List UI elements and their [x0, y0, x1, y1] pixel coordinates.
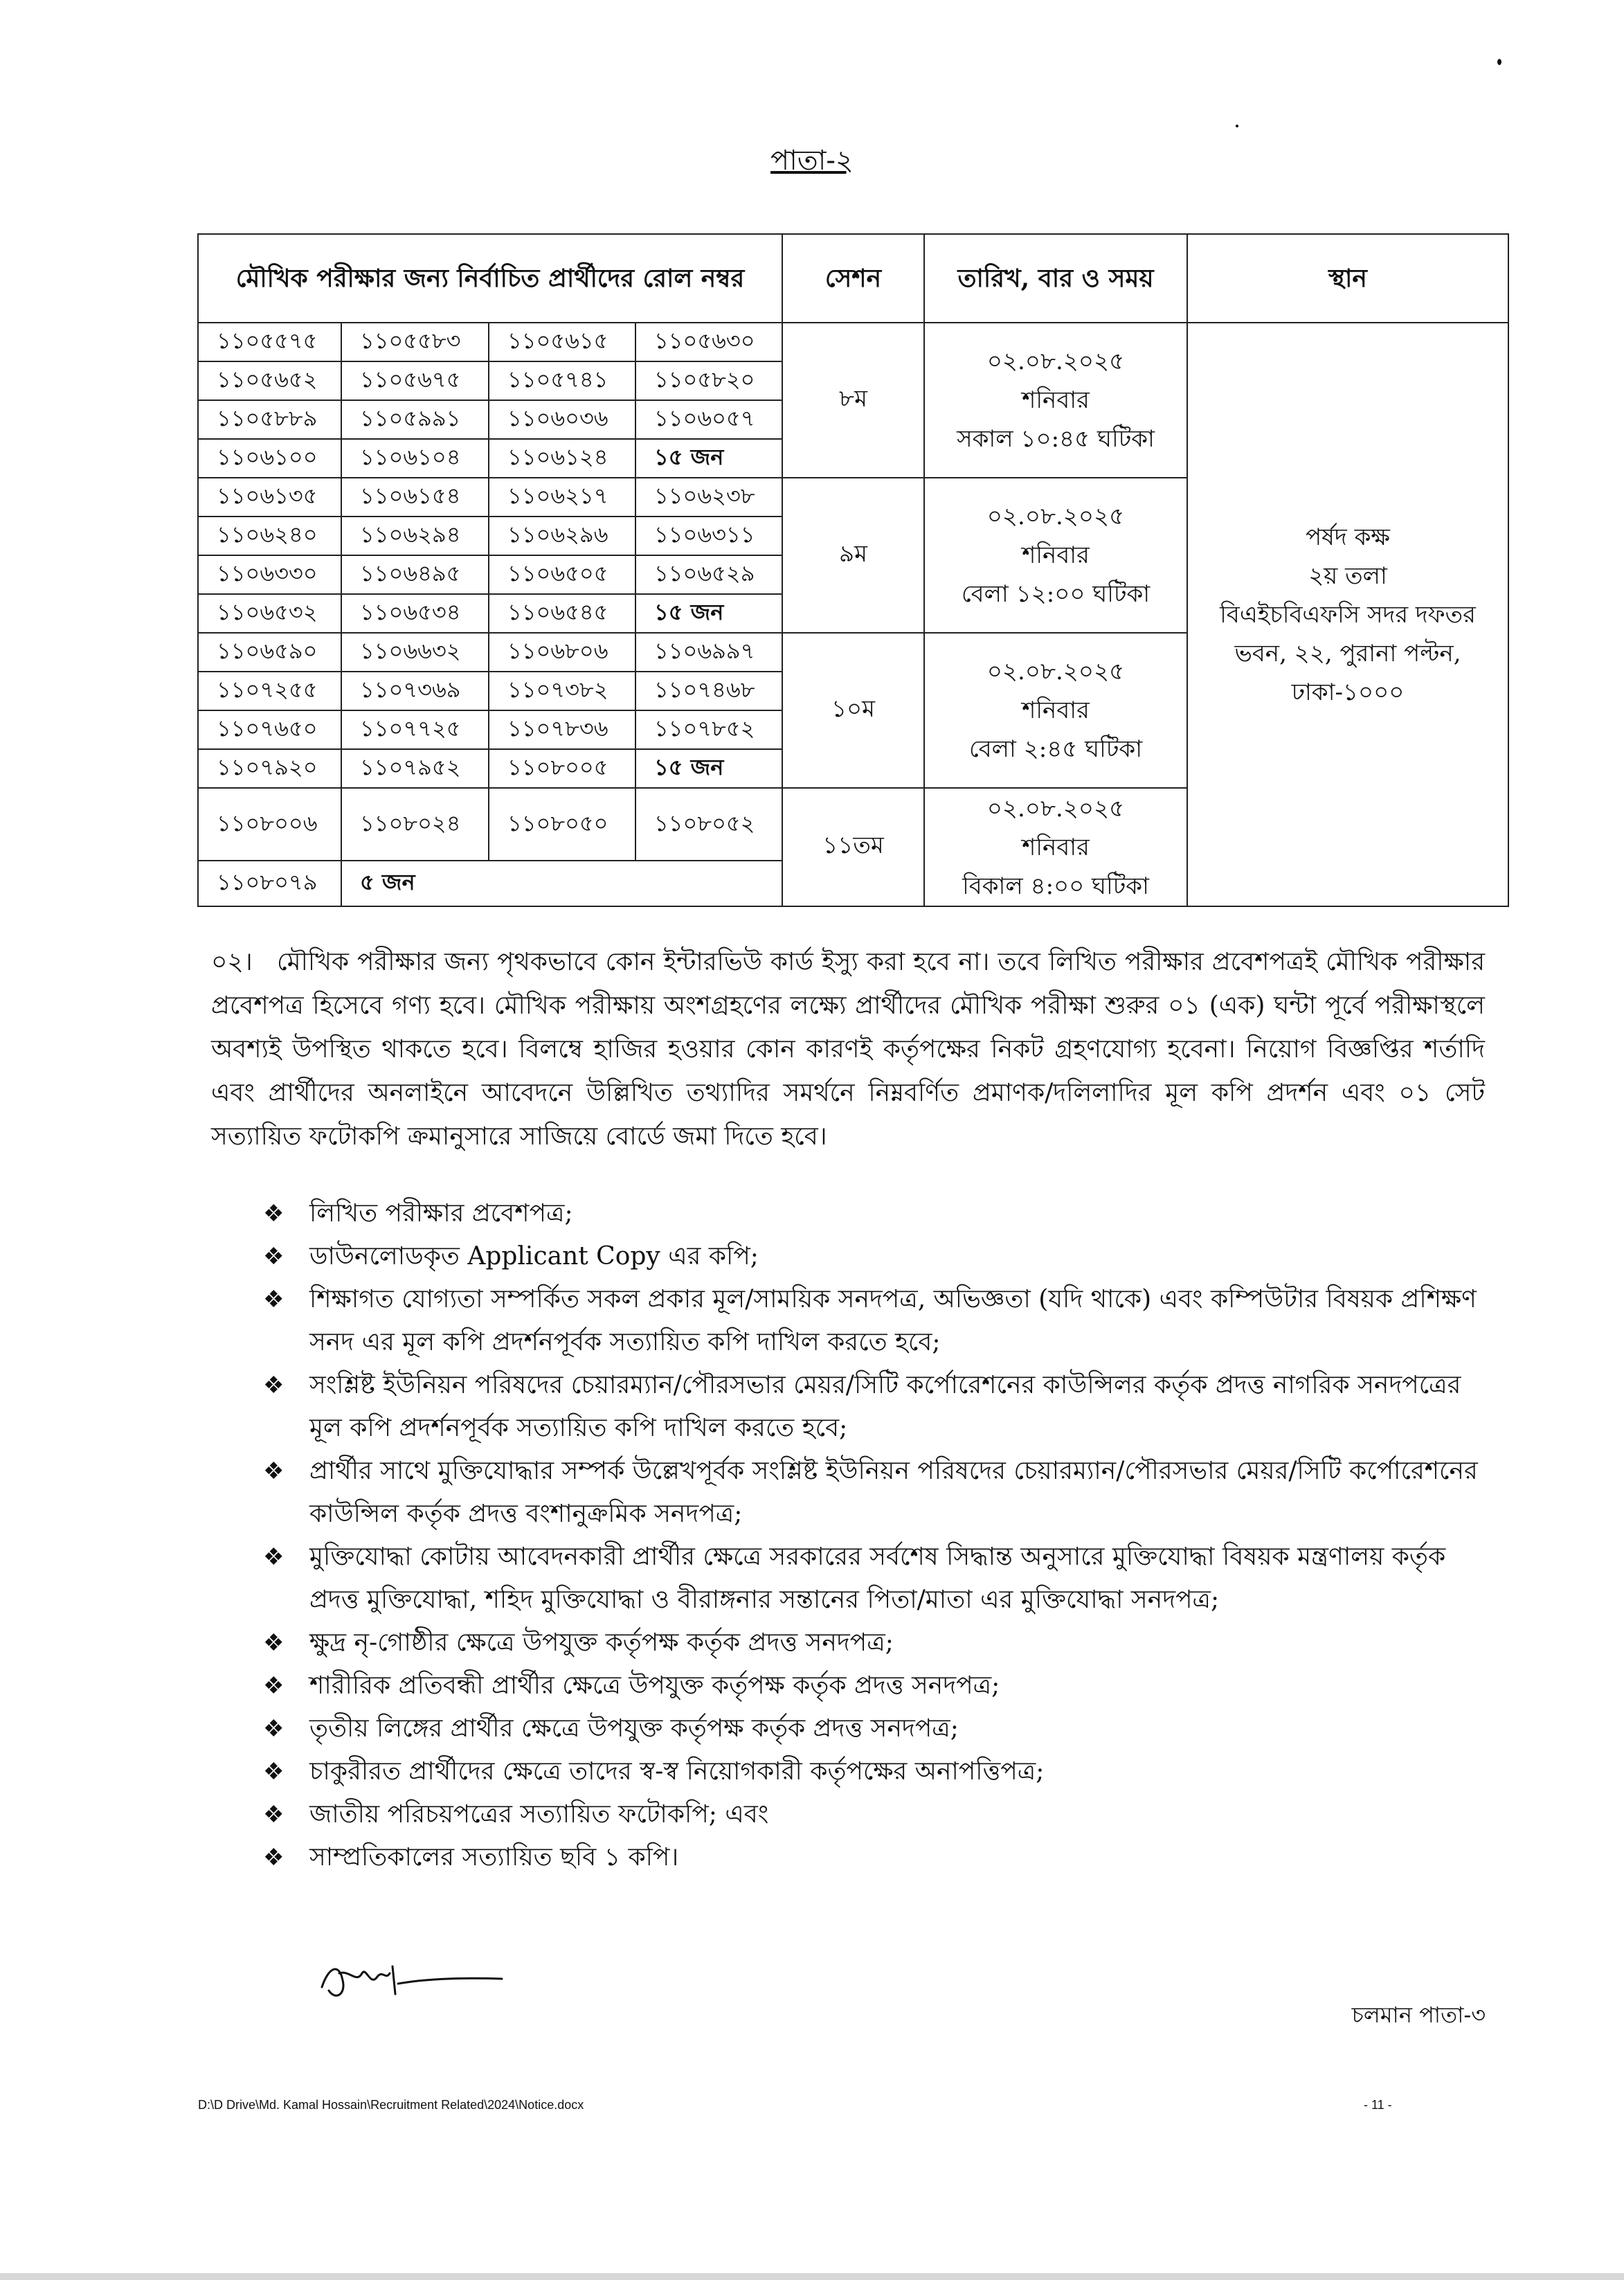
session-cell: ৯ম — [782, 478, 924, 633]
roll-number-cell: ১১০৫৬১৫ — [489, 323, 635, 361]
roll-number-header: মৌখিক পরীক্ষার জন্য নির্বাচিত প্রার্থীদের রোল নম্বর — [198, 234, 782, 323]
roll-number-cell: ১১০৮০৫০ — [489, 788, 635, 861]
roll-number-cell: ১১০৬৩১১ — [635, 517, 782, 555]
diamond-bullet-icon: ❖ — [263, 1457, 285, 1485]
session-cell: ১০ম — [782, 633, 924, 788]
datetime-cell — [924, 323, 1187, 478]
roll-number-cell: ১১০৬৩৩০ — [198, 555, 341, 594]
venue-line: ২য় তলা — [1308, 562, 1387, 590]
list-item — [263, 1836, 1488, 1879]
list-item — [263, 1664, 1488, 1707]
roll-number-cell: ১১০৫৯৯১ — [341, 400, 489, 439]
roll-number-cell: ১১০৭৪৬৮ — [635, 672, 782, 710]
session-header: সেশন — [782, 234, 924, 323]
table-header-row — [198, 234, 1508, 323]
roll-number-cell: ১১০৭৩৮২ — [489, 672, 635, 710]
document-item-text: মুক্তিযোদ্ধা কোটায় আবেদনকারী প্রার্থীর ক্ষেত্রে সরকারের সর্বশেষ সিদ্ধান্ত অনুসারে মুক্তিযোদ্ধা বিষয়ক মন্ত্রণালয় কর্তৃক প্রদত্ত মুক্তিযোদ্ধা, শহিদ মুক্তিযোদ্ধা ও বীরাঙ্গনার সন্তানের পিতা/মাতা এর মুক্তিযোদ্ধা সনদপত্র; — [309, 1543, 1446, 1614]
roll-number-cell: ১১০৬১২৪ — [489, 439, 635, 478]
list-item — [263, 1750, 1488, 1793]
candidate-count-cell: ৫ জন — [341, 861, 782, 906]
roll-number-cell: ১১০৭৯৫২ — [341, 749, 489, 788]
scan-speck — [1236, 125, 1238, 127]
roll-number-cell: ১১০৭৮৩৬ — [489, 710, 635, 749]
roll-number-cell: ১১০৬২৪০ — [198, 517, 341, 555]
candidate-count-cell: ১৫ জন — [635, 439, 782, 478]
instruction-paragraph — [211, 940, 1485, 1158]
document-item-text: ডাউনলোডকৃত Applicant Copy এর কপি; — [309, 1242, 759, 1271]
venue-line: ঢাকা-১০০০ — [1291, 678, 1405, 706]
document-item-text: প্রার্থীর সাথে মুক্তিযোদ্ধার সম্পর্ক উল্লেখপূর্বক সংশ্লিষ্ট ইউনিয়ন পরিষদের চেয়ারম্যান/পৌরসভার মেয়র/সিটি কর্পোরেশনের কাউন্সিল কর্তৃক প্রদত্ত বংশানুক্রমিক সনদপত্র; — [309, 1457, 1478, 1528]
session-cell: ১১তম — [782, 788, 924, 906]
roll-number-cell: ১১০৭৩৬৯ — [341, 672, 489, 710]
document-item-text: চাকুরীরত প্রার্থীদের ক্ষেত্রে তাদের স্ব-স্ব নিয়োগকারী কর্তৃপক্ষের অনাপত্তিপত্র; — [309, 1757, 1045, 1786]
schedule-day: শনিবার — [1022, 697, 1090, 724]
list-item — [263, 1364, 1488, 1450]
schedule-date: ০২.০৮.২০২৫ — [986, 348, 1125, 375]
list-item — [263, 1235, 1488, 1278]
venue-header: স্থান — [1187, 234, 1508, 323]
roll-number-cell: ১১০৫৬৭৫ — [341, 361, 489, 400]
diamond-bullet-icon: ❖ — [263, 1200, 285, 1228]
schedule-day: শনিবার — [1022, 833, 1090, 861]
roll-number-cell: ১১০৬৫৪৫ — [489, 594, 635, 633]
roll-number-cell: ১১০৬৫৩২ — [198, 594, 341, 633]
roll-number-cell: ১১০৫৭৪১ — [489, 361, 635, 400]
roll-number-cell: ১১০৬৫৯০ — [198, 633, 341, 672]
list-item — [263, 1278, 1488, 1364]
roll-number-cell: ১১০৫৫৭৫ — [198, 323, 341, 361]
document-item-text: শিক্ষাগত যোগ্যতা সম্পর্কিত সকল প্রকার মূল/সাময়িক সনদপত্র, অভিজ্ঞতা (যদি থাকে) এবং কম্পিউটার বিষয়ক প্রশিক্ষণ সনদ এর মূল কপি প্রদর্শনপূর্বক সত্যায়িত কপি দাখিল করতে হবে; — [309, 1285, 1477, 1356]
roll-number-cell: ১১০৮০২৪ — [341, 788, 489, 861]
table-row — [198, 323, 1508, 361]
roll-number-cell: ১১০৬১০০ — [198, 439, 341, 478]
roll-number-cell: ১১০৬৫০৫ — [489, 555, 635, 594]
interview-schedule-table — [197, 233, 1509, 907]
roll-number-cell: ১১০৭৯২০ — [198, 749, 341, 788]
diamond-bullet-icon: ❖ — [263, 1758, 285, 1786]
diamond-bullet-icon: ❖ — [263, 1243, 285, 1271]
schedule-date: ০২.০৮.২০২৫ — [986, 794, 1125, 823]
required-documents-list — [263, 1192, 1488, 1879]
roll-number-cell: ১১০৫৮২০ — [635, 361, 782, 400]
roll-number-cell: ১১০৬৬৩২ — [341, 633, 489, 672]
roll-number-cell: ১১০৮০৭৯ — [198, 861, 341, 906]
continued-page-label: চলমান পাতা-৩ — [1351, 2002, 1486, 2028]
diamond-bullet-icon: ❖ — [263, 1844, 285, 1871]
scan-edge — [0, 2273, 1624, 2280]
schedule-time: বেলা ১২:০০ ঘটিকা — [961, 580, 1151, 608]
roll-number-cell: ১১০৮০৫২ — [635, 788, 782, 861]
schedule-time: বেলা ২:৪৫ ঘটিকা — [968, 735, 1143, 763]
roll-number-cell: ১১০৬৫২৯ — [635, 555, 782, 594]
roll-number-cell: ১১০৬১০৪ — [341, 439, 489, 478]
document-item-text: তৃতীয় লিঙ্গের প্রার্থীর ক্ষেত্রে উপযুক্ত কর্তৃপক্ষ কর্তৃক প্রদত্ত সনদপত্র; — [309, 1714, 959, 1743]
diamond-bullet-icon: ❖ — [263, 1672, 285, 1700]
roll-number-cell: ১১০৭৭২৫ — [341, 710, 489, 749]
schedule-date: ০২.০৮.২০২৫ — [986, 658, 1125, 685]
schedule-time: সকাল ১০:৪৫ ঘটিকা — [957, 425, 1155, 453]
document-item-text: লিখিত পরীক্ষার প্রবেশপত্র; — [309, 1199, 573, 1228]
venue-line: পর্ষদ কক্ষ — [1306, 523, 1390, 551]
roll-number-cell: ১১০৬১৫৪ — [341, 478, 489, 517]
diamond-bullet-icon: ❖ — [263, 1286, 285, 1313]
roll-number-cell: ১১০৮০০৫ — [489, 749, 635, 788]
document-item-text: শারীরিক প্রতিবন্ধী প্রার্থীর ক্ষেত্রে উপযুক্ত কর্তৃপক্ষ কর্তৃক প্রদত্ত সনদপত্র; — [309, 1671, 1000, 1700]
venue-cell — [1187, 323, 1508, 906]
signature — [308, 1953, 516, 2008]
schedule-day: শনিবার — [1022, 541, 1090, 569]
diamond-bullet-icon: ❖ — [263, 1629, 285, 1657]
schedule-time: বিকাল ৪:০০ ঘটিকা — [962, 872, 1149, 900]
roll-number-cell: ১১০৬৮০৬ — [489, 633, 635, 672]
list-item — [263, 1707, 1488, 1750]
schedule-date: ০২.০৮.২০২৫ — [986, 503, 1125, 530]
roll-number-cell: ১১০৬২৩৮ — [635, 478, 782, 517]
footer-page-number: - 11 - — [1364, 2098, 1392, 2112]
list-item — [263, 1622, 1488, 1664]
document-item-text: সাম্প্রতিকালের সত্যায়িত ছবি ১ কপি। — [309, 1843, 679, 1871]
list-item — [263, 1536, 1488, 1622]
list-item — [263, 1793, 1488, 1836]
venue-line: বিএইচবিএফসি সদর দফতর — [1220, 600, 1476, 629]
datetime-header: তারিখ, বার ও সময় — [924, 234, 1187, 323]
roll-number-cell: ১১০৫৮৮৯ — [198, 400, 341, 439]
document-item-text: সংশ্লিষ্ট ইউনিয়ন পরিষদের চেয়ারম্যান/পৌরসভার মেয়র/সিটি কর্পোরেশনের কাউন্সিলর কর্তৃক প্রদত্ত নাগরিক সনদপত্রের মূল কপি প্রদর্শনপূর্বক সত্যায়িত কপি দাখিল করতে হবে; — [309, 1371, 1461, 1442]
schedule-day: শনিবার — [1022, 386, 1090, 414]
datetime-cell — [924, 478, 1187, 633]
candidate-count-cell: ১৫ জন — [635, 749, 782, 788]
roll-number-cell: ১১০৫৬৫২ — [198, 361, 341, 400]
roll-number-cell: ১১০৬২১৭ — [489, 478, 635, 517]
datetime-cell — [924, 788, 1187, 906]
roll-number-cell: ১১০৫৬৩০ — [635, 323, 782, 361]
diamond-bullet-icon: ❖ — [263, 1715, 285, 1743]
roll-number-cell: ১১০৫৫৮৩ — [341, 323, 489, 361]
paragraph-number: ০২। — [211, 948, 253, 976]
list-item — [263, 1450, 1488, 1536]
roll-number-cell: ১১০৭৮৫২ — [635, 710, 782, 749]
footer-file-path: D:\D Drive\Md. Kamal Hossain\Recruitment Related\2024\Notice.docx — [198, 2098, 584, 2112]
paragraph-text: মৌখিক পরীক্ষার জন্য পৃথকভাবে কোন ইন্টারভিউ কার্ড ইস্যু করা হবে না। তবে লিখিত পরীক্ষার প্রবেশপত্রই মৌখিক পরীক্ষার প্রবেশপত্র হিসেবে গণ্য হবে। মৌখিক পরীক্ষায় অংশগ্রহণের লক্ষ্যে প্রার্থীদের মৌখিক পরীক্ষা শুরুর ০১ (এক) ঘন্টা পূর্বে পরীক্ষাস্থলে অবশ্যই উপস্থিত থাকতে হবে। বিলম্বে হাজির হওয়ার কোন কারণই কর্তৃপক্ষের নিকট গ্রহণযোগ্য হবেনা। নিয়োগ বিজ্ঞপ্তির শর্তাদি এবং প্রার্থীদের অনলাইনে আবেদনে উল্লিখিত তথ্যাদির সমর্থনে নিম্নবর্ণিত প্রমাণক/দলিলাদির মূল কপি প্রদর্শন এবং ০১ সেট সত্যায়িত ফটোকপি ক্রমানুসারে সাজিয়ে বোর্ডে জমা দিতে হবে। — [211, 948, 1485, 1151]
roll-number-cell: ১১০৬৪৯৫ — [341, 555, 489, 594]
session-cell: ৮ম — [782, 323, 924, 478]
roll-number-cell: ১১০৭২৫৫ — [198, 672, 341, 710]
datetime-cell — [924, 633, 1187, 788]
roll-number-cell: ১১০৬৯৯৭ — [635, 633, 782, 672]
diamond-bullet-icon: ❖ — [263, 1543, 285, 1571]
roll-number-cell: ১১০৭৬৫০ — [198, 710, 341, 749]
document-item-text: ক্ষুদ্র নৃ-গোষ্ঠীর ক্ষেত্রে উপযুক্ত কর্তৃপক্ষ কর্তৃক প্রদত্ত সনদপত্র; — [309, 1628, 894, 1657]
roll-number-cell: ১১০৮০০৬ — [198, 788, 341, 861]
document-item-text: জাতীয় পরিচয়পত্রের সত্যায়িত ফটোকপি; এবং — [309, 1800, 769, 1829]
diamond-bullet-icon: ❖ — [263, 1801, 285, 1829]
venue-line: ভবন, ২২, পুরানা পল্টন, — [1234, 639, 1461, 667]
roll-number-cell: ১১০৬০৫৭ — [635, 400, 782, 439]
page-label: পাতা-২ — [770, 145, 854, 177]
roll-number-cell: ১১০৬০৩৬ — [489, 400, 635, 439]
candidate-count-cell: ১৫ জন — [635, 594, 782, 633]
scan-speck — [1497, 59, 1501, 65]
roll-number-cell: ১১০৬২৯৪ — [341, 517, 489, 555]
roll-number-cell: ১১০৬২৯৬ — [489, 517, 635, 555]
roll-number-cell: ১১০৬৫৩৪ — [341, 594, 489, 633]
roll-number-cell: ১১০৬১৩৫ — [198, 478, 341, 517]
list-item — [263, 1192, 1488, 1235]
diamond-bullet-icon: ❖ — [263, 1372, 285, 1399]
